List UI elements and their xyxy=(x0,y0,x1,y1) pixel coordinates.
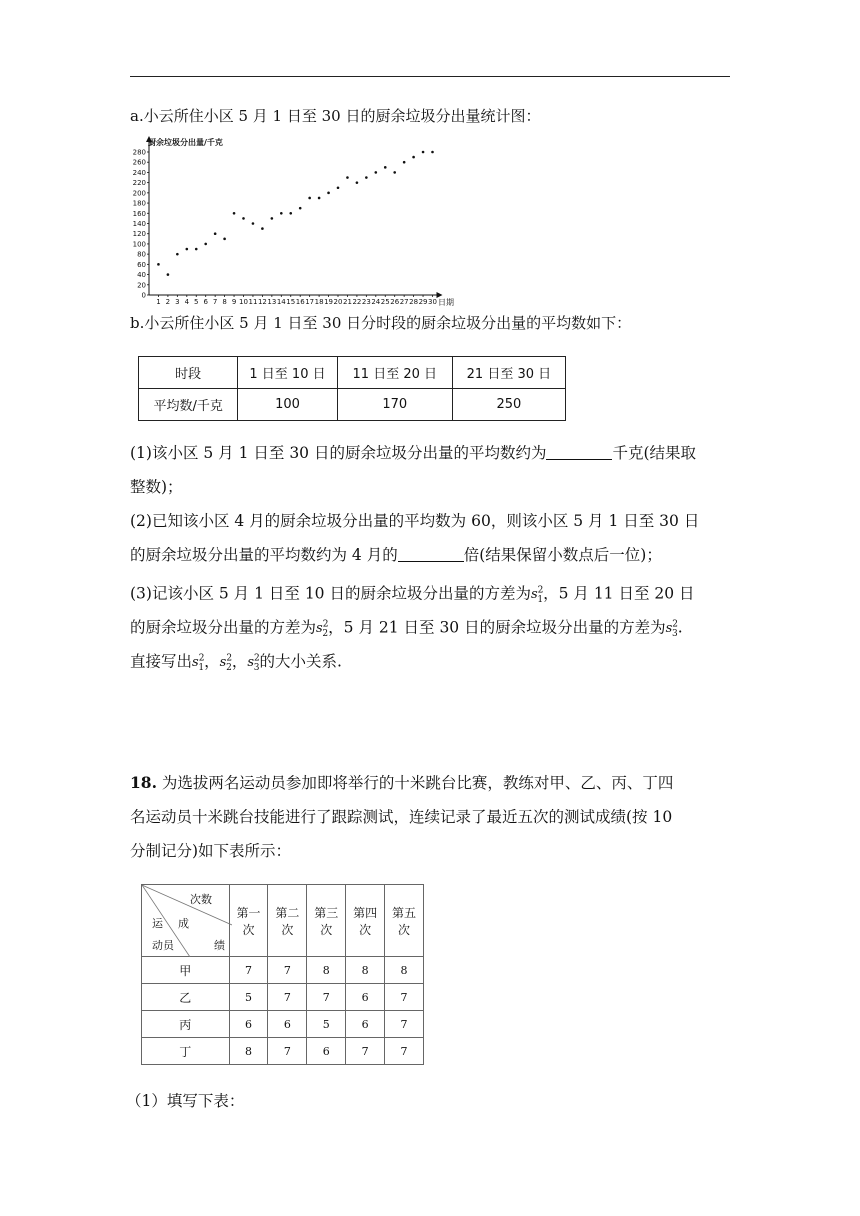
data-point xyxy=(204,243,207,246)
athlete-name: 甲 xyxy=(142,957,230,984)
x-tick-label: 17 xyxy=(305,298,315,306)
x-tick-label: 28 xyxy=(409,298,419,306)
table-cell: 7 xyxy=(346,1038,385,1065)
data-point xyxy=(157,263,160,266)
x-tick-label: 2 xyxy=(165,298,171,306)
question-2-line-2: 的厨余垃圾分出量的平均数约为 4 月的 倍(结果保留小数点后一位)； xyxy=(130,546,662,564)
x-tick-label: 19 xyxy=(324,298,334,306)
x-tick-label: 29 xyxy=(418,298,428,306)
table-row xyxy=(142,885,424,957)
y-tick-label: 180 xyxy=(132,199,146,208)
table-cell: 8 xyxy=(346,957,385,984)
table-row xyxy=(142,1011,424,1038)
table-cell: 6 xyxy=(229,1011,268,1038)
x-tick-label: 16 xyxy=(295,298,305,306)
variance-s3: $s^2_3$ xyxy=(247,654,260,673)
y-tick-label: 240 xyxy=(132,168,146,177)
question-3-line-2: 的厨余垃圾分出量的方差为$s^2_2$，5 月 21 日至 30 日的厨余垃圾分出量的方差为$s^2_3$. xyxy=(130,618,683,639)
x-tick-label: 10 xyxy=(239,298,248,306)
data-point xyxy=(261,227,264,230)
question-1-line-1: (1)该小区 5 月 1 日至 30 日的厨余垃圾分出量的平均数约为 千克(结果取 xyxy=(130,444,697,462)
data-point xyxy=(431,151,434,154)
data-point xyxy=(403,161,406,164)
y-axis-label: 厨余垃圾分出量/千克 xyxy=(148,138,223,147)
table-header-cell: 21 日至 30 日 xyxy=(452,357,565,389)
data-point xyxy=(327,192,330,195)
y-tick-label: 0 xyxy=(141,291,146,300)
table-cell: 250 xyxy=(452,389,565,421)
data-point xyxy=(176,253,179,256)
table-header-cell: 时段 xyxy=(139,357,238,389)
y-tick-label: 80 xyxy=(137,250,146,259)
y-tick-label: 40 xyxy=(137,271,146,280)
x-tick-label: 3 xyxy=(175,298,180,306)
question-3-line-1: (3)记该小区 5 月 1 日至 10 日的厨余垃圾分出量的方差为$s^2_1$，5 月 11 日至 20 日 xyxy=(130,584,695,605)
table-header-cell: 1 日至 10 日 xyxy=(238,357,337,389)
data-point xyxy=(375,171,378,174)
table-cell: 7 xyxy=(385,984,424,1011)
caption-b: b.小云所住小区 5 月 1 日至 30 日分时段的厨余垃圾分出量的平均数如下： xyxy=(130,314,632,332)
x-tick-label: 14 xyxy=(276,298,286,306)
x-tick-label: 26 xyxy=(390,298,400,306)
y-tick-label: 140 xyxy=(132,220,146,228)
table-row xyxy=(142,984,424,1011)
sub-question-1: （1）填写下表： xyxy=(126,1092,245,1110)
x-axis-label: 日期 xyxy=(438,298,454,307)
x-tick-label: 22 xyxy=(352,298,362,306)
x-tick-label: 13 xyxy=(267,298,277,306)
x-tick-label: 12 xyxy=(257,298,267,306)
table-header-cell: 11 日至 20 日 xyxy=(337,357,452,389)
x-tick-label: 25 xyxy=(380,298,390,306)
table-cell: 7 xyxy=(229,957,268,984)
table-row xyxy=(142,957,424,984)
header-rule xyxy=(130,76,730,77)
x-tick-label: 30 xyxy=(428,298,437,306)
data-point xyxy=(186,248,189,251)
question-number: 18. xyxy=(130,773,157,792)
question-18-line-1: 18. 为选拔两名运动员参加即将举行的十米跳台比赛，教练对甲、乙、丙、丁四 xyxy=(130,773,674,792)
data-point xyxy=(384,166,387,169)
variance-s1: $s^2_1$ xyxy=(192,654,205,673)
data-point xyxy=(195,248,198,251)
data-point xyxy=(289,212,292,215)
question-18-line-2: 名运动员十米跳台技能进行了跟踪测试，连续记录了最近五次的测试成绩(按 10 xyxy=(130,808,673,826)
answer-blank[interactable] xyxy=(546,445,612,460)
variance-s1: $s^2_1$ xyxy=(530,586,544,605)
data-point xyxy=(422,151,425,154)
table-header-cell: 第二次 xyxy=(268,885,307,957)
table-cell: 7 xyxy=(307,984,346,1011)
data-point xyxy=(308,197,311,200)
table-cell: 6 xyxy=(268,1011,307,1038)
question-2-line-1: (2)已知该小区 4 月的厨余垃圾分出量的平均数为 60，则该小区 5 月 1 日至 30 日 xyxy=(130,512,700,530)
table-cell: 6 xyxy=(307,1038,346,1065)
athlete-name: 乙 xyxy=(142,984,230,1011)
caption-a: a.小云所住小区 5 月 1 日至 30 日的厨余垃圾分出量统计图： xyxy=(130,107,541,125)
data-point xyxy=(365,176,368,179)
data-point xyxy=(318,197,321,200)
data-point xyxy=(252,222,255,225)
data-point xyxy=(280,212,283,215)
table-header-cell: 第一次 xyxy=(229,885,268,957)
data-point xyxy=(412,156,415,159)
data-point xyxy=(299,207,302,210)
question-3-line-3: 直接写出$s^2_1$，$s^2_2$，$s^2_3$的大小关系. xyxy=(130,652,342,673)
y-tick-label: 20 xyxy=(137,281,146,290)
data-point xyxy=(337,186,340,189)
y-tick-label: 200 xyxy=(132,189,146,198)
data-point xyxy=(233,212,236,215)
x-tick-label: 8 xyxy=(222,298,227,306)
table-row xyxy=(139,357,566,389)
score-table xyxy=(141,884,424,1065)
y-tick-label: 60 xyxy=(137,260,146,269)
scatter-chart xyxy=(130,132,460,308)
y-tick-label: 220 xyxy=(132,179,146,188)
y-tick-label: 260 xyxy=(132,158,146,167)
data-point xyxy=(214,232,217,235)
y-tick-label: 100 xyxy=(132,240,146,249)
data-point xyxy=(271,217,274,220)
x-tick-label: 7 xyxy=(212,298,218,306)
table-header-cell: 第三次 xyxy=(307,885,346,957)
average-table xyxy=(138,356,566,421)
data-point xyxy=(242,217,245,220)
x-tick-label: 24 xyxy=(371,298,381,306)
question-1-line-2: 整数)； xyxy=(130,478,183,496)
x-tick-label: 27 xyxy=(399,298,409,306)
y-tick-label: 280 xyxy=(132,148,146,157)
athlete-name: 丁 xyxy=(142,1038,230,1065)
table-cell: 100 xyxy=(238,389,337,421)
diagonal-header-cell: 次数 运 成 动员 绩 xyxy=(142,885,230,957)
x-tick-label: 20 xyxy=(333,298,343,306)
table-cell: 7 xyxy=(385,1011,424,1038)
table-header-cell: 第四次 xyxy=(346,885,385,957)
x-tick-label: 5 xyxy=(194,298,199,306)
table-header-cell: 第五次 xyxy=(385,885,424,957)
table-row xyxy=(139,389,566,421)
data-point xyxy=(346,176,349,179)
table-cell: 5 xyxy=(307,1011,346,1038)
x-tick-label: 4 xyxy=(184,298,190,306)
answer-blank[interactable] xyxy=(398,547,464,562)
table-cell: 7 xyxy=(385,1038,424,1065)
x-tick-label: 15 xyxy=(286,298,296,306)
table-cell: 170 xyxy=(337,389,452,421)
data-point xyxy=(223,238,226,241)
data-point xyxy=(356,181,359,184)
table-cell: 7 xyxy=(268,957,307,984)
x-tick-label: 23 xyxy=(361,298,371,306)
x-tick-label: 18 xyxy=(314,298,324,306)
table-cell: 8 xyxy=(385,957,424,984)
table-row xyxy=(142,1038,424,1065)
table-cell: 5 xyxy=(229,984,268,1011)
table-cell: 8 xyxy=(229,1038,268,1065)
x-tick-label: 1 xyxy=(156,298,161,306)
question-18-line-3: 分制记分)如下表所示： xyxy=(130,842,292,860)
x-tick-label: 21 xyxy=(342,298,352,306)
x-tick-label: 9 xyxy=(231,298,237,306)
data-point xyxy=(167,273,170,276)
table-cell: 6 xyxy=(346,1011,385,1038)
table-cell: 8 xyxy=(307,957,346,984)
table-cell: 7 xyxy=(268,1038,307,1065)
data-point xyxy=(393,171,396,174)
x-tick-label: 11 xyxy=(248,298,258,306)
athlete-name: 丙 xyxy=(142,1011,230,1038)
table-cell: 7 xyxy=(268,984,307,1011)
variance-s2: $s^2_2$ xyxy=(316,620,329,639)
table-cell: 平均数/千克 xyxy=(139,389,238,421)
variance-s2: $s^2_2$ xyxy=(219,654,233,673)
y-tick-label: 160 xyxy=(132,209,146,218)
variance-s3: $s^2_3$ xyxy=(665,620,679,639)
x-tick-label: 6 xyxy=(203,298,208,306)
y-tick-label: 120 xyxy=(132,230,146,239)
table-cell: 6 xyxy=(346,984,385,1011)
